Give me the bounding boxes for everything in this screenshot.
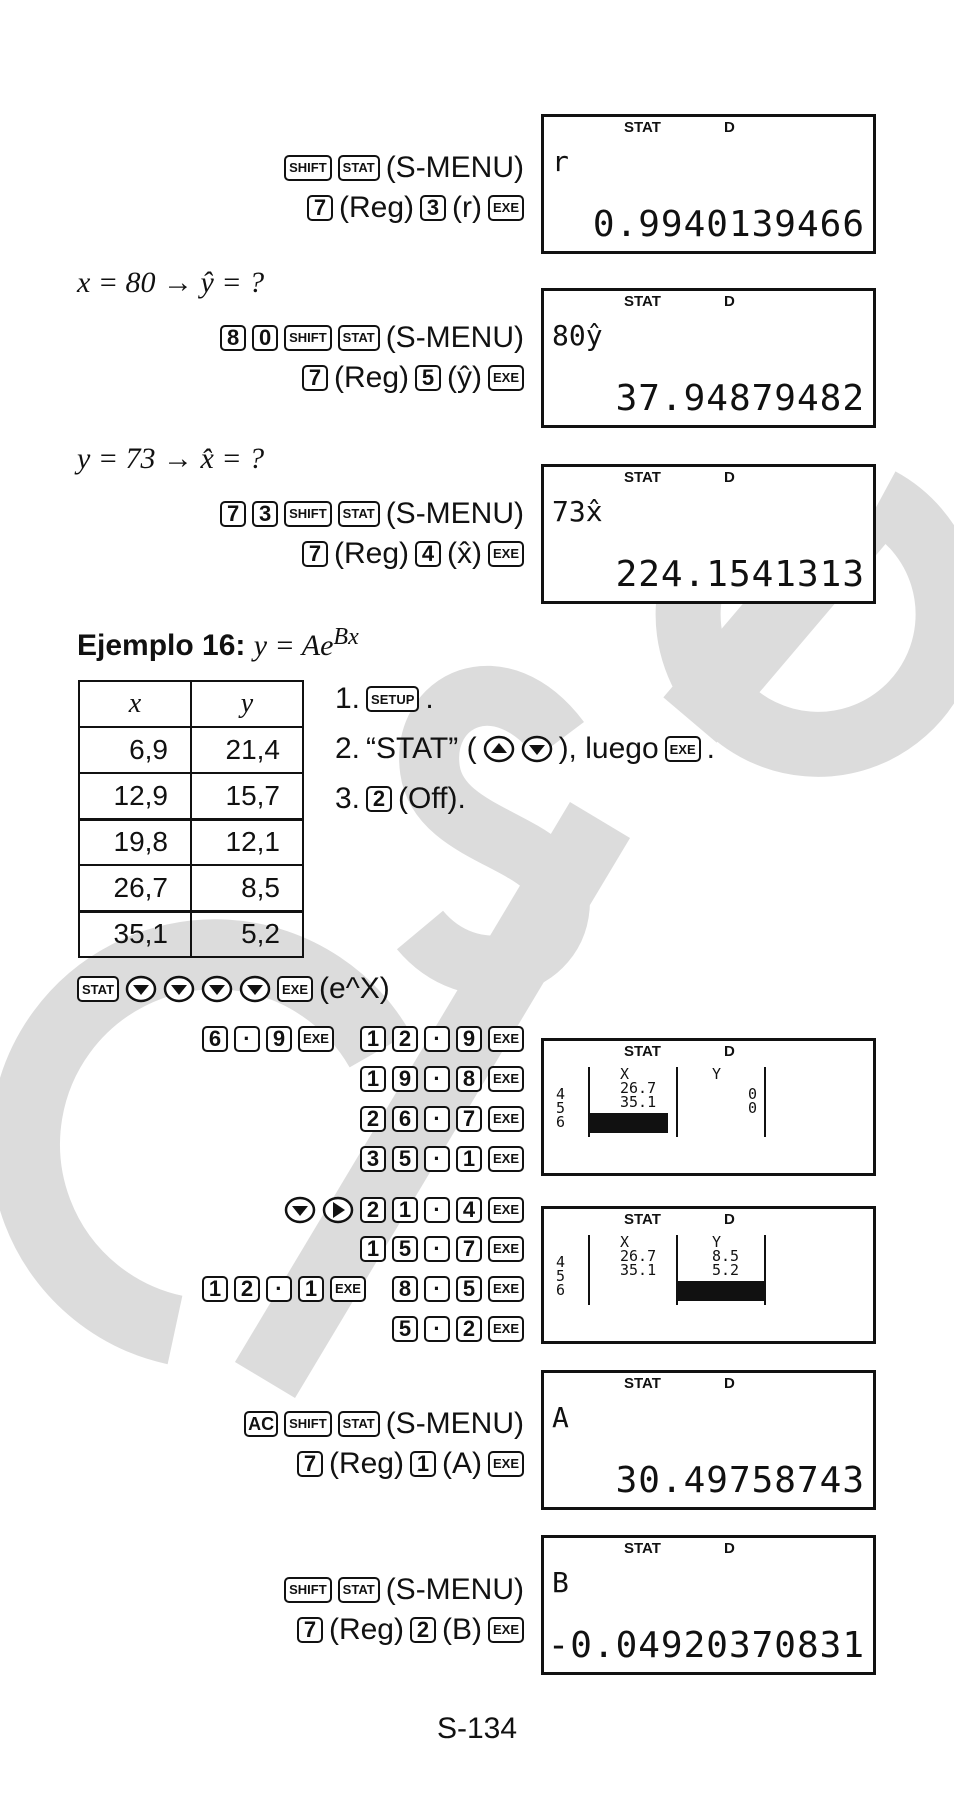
example-heading bbox=[77, 624, 359, 663]
stat-key[interactable]: STAT bbox=[338, 155, 380, 181]
key-8[interactable]: 8 bbox=[456, 1066, 482, 1092]
column-divider bbox=[764, 1235, 766, 1305]
entry-x-line4 bbox=[360, 1146, 524, 1172]
key-7[interactable]: 7 bbox=[302, 365, 328, 391]
selected-cell-cursor bbox=[678, 1281, 764, 1301]
key-2[interactable]: 2 bbox=[234, 1276, 260, 1302]
key-2[interactable]: 2 bbox=[360, 1106, 386, 1132]
y-cell: 5.2 bbox=[712, 1261, 740, 1279]
y-column-header: Y bbox=[712, 1233, 722, 1251]
smenu-label: (S-MENU) bbox=[385, 1573, 524, 1606]
row-numbers bbox=[556, 1255, 565, 1297]
table-cell: 12,1 bbox=[191, 819, 303, 865]
table-cell: 21,4 bbox=[191, 727, 303, 773]
key-5[interactable]: 5 bbox=[392, 1146, 418, 1172]
exe-key[interactable]: EXE bbox=[488, 365, 524, 391]
row-number: 6 bbox=[556, 1113, 566, 1131]
down-arrow-icon[interactable] bbox=[125, 975, 157, 1003]
stat-key[interactable]: STAT bbox=[338, 501, 380, 527]
y-column-header: Y bbox=[712, 1065, 722, 1083]
entry-x-line1 bbox=[202, 1026, 524, 1052]
watermark-letter-c bbox=[25, 954, 380, 1330]
reg-label: (Reg) bbox=[333, 361, 409, 394]
sequence-r-line2 bbox=[307, 188, 524, 228]
key-3[interactable]: 3 bbox=[420, 195, 446, 221]
step-number: 1. bbox=[335, 682, 361, 715]
display-x-table bbox=[541, 1038, 876, 1176]
row-number: 5 bbox=[556, 1099, 566, 1117]
reg-label: (Reg) bbox=[328, 1447, 404, 1480]
page-number: S-134 bbox=[436, 1712, 518, 1745]
sequence-xhat-line2 bbox=[302, 534, 524, 574]
stat-indicator: STAT bbox=[624, 1211, 661, 1228]
key-5[interactable]: 5 bbox=[456, 1276, 482, 1302]
stat-indicator: STAT bbox=[624, 119, 661, 136]
display-expression: 80ŷ bbox=[552, 319, 603, 352]
down-arrow-icon[interactable] bbox=[201, 975, 233, 1003]
key-dot[interactable]: · bbox=[234, 1026, 260, 1052]
column-divider bbox=[764, 1067, 766, 1137]
question-yhat: x = 80 → ŷ = ? bbox=[77, 266, 265, 299]
key-dot[interactable]: · bbox=[424, 1026, 450, 1052]
down-arrow-icon[interactable] bbox=[163, 975, 195, 1003]
table-cell: 15,7 bbox=[191, 773, 303, 819]
stat-key[interactable]: STAT bbox=[338, 325, 380, 351]
exe-key[interactable]: EXE bbox=[665, 736, 701, 762]
key-4[interactable]: 4 bbox=[415, 541, 441, 567]
x-cell: 35.1 bbox=[620, 1093, 657, 1111]
key-2[interactable]: 2 bbox=[366, 786, 392, 812]
period: . bbox=[425, 682, 434, 715]
exe-key[interactable]: EXE bbox=[488, 1316, 524, 1342]
key-9[interactable]: 9 bbox=[456, 1026, 482, 1052]
stat-key[interactable]: STAT bbox=[338, 1577, 380, 1603]
table-cell: 26,7 bbox=[79, 865, 191, 911]
x-column-header: X bbox=[620, 1065, 630, 1083]
display-result: 224.1541313 bbox=[615, 554, 865, 595]
sequence-b-line2 bbox=[297, 1610, 524, 1650]
x-column bbox=[620, 1067, 656, 1109]
key-5[interactable]: 5 bbox=[392, 1236, 418, 1262]
key-1[interactable]: 1 bbox=[410, 1451, 436, 1477]
sequence-xhat-line1 bbox=[220, 494, 524, 534]
key-2[interactable]: 2 bbox=[456, 1316, 482, 1342]
y-column bbox=[748, 1087, 757, 1115]
y-column bbox=[712, 1235, 739, 1277]
example-title: Ejemplo 16: bbox=[77, 629, 246, 662]
table-row bbox=[79, 865, 303, 911]
entry-y-line3 bbox=[202, 1276, 524, 1302]
degree-indicator: D bbox=[724, 1211, 735, 1228]
table-row bbox=[79, 773, 303, 819]
sequence-r-line1 bbox=[284, 148, 524, 188]
key-7[interactable]: 7 bbox=[456, 1106, 482, 1132]
key-7[interactable]: 7 bbox=[297, 1451, 323, 1477]
key-8[interactable]: 8 bbox=[220, 325, 246, 351]
exe-key[interactable]: EXE bbox=[488, 195, 524, 221]
sequence-b-line1 bbox=[284, 1570, 524, 1610]
stat-indicator: STAT bbox=[624, 1375, 661, 1392]
exe-key[interactable]: EXE bbox=[488, 1066, 524, 1092]
display-r bbox=[541, 114, 876, 254]
sequence-yhat-line1 bbox=[220, 318, 524, 358]
key-7[interactable]: 7 bbox=[297, 1617, 323, 1643]
stat-key[interactable]: STAT bbox=[77, 976, 119, 1002]
reg-label: (Reg) bbox=[333, 537, 409, 570]
key-7[interactable]: 7 bbox=[220, 501, 246, 527]
shift-key[interactable]: SHIFT bbox=[284, 325, 332, 351]
exe-key[interactable]: EXE bbox=[488, 1451, 524, 1477]
degree-indicator: D bbox=[724, 1043, 735, 1060]
table-cell: 35,1 bbox=[79, 911, 191, 957]
key-1[interactable]: 1 bbox=[360, 1066, 386, 1092]
example-exponent: Bx bbox=[333, 624, 359, 650]
exe-key[interactable]: EXE bbox=[488, 1276, 524, 1302]
key-dot[interactable]: · bbox=[424, 1106, 450, 1132]
a-label: (A) bbox=[441, 1447, 482, 1480]
y-cell: 0 bbox=[748, 1085, 758, 1103]
key-dot[interactable]: · bbox=[424, 1146, 450, 1172]
display-expression: B bbox=[552, 1566, 569, 1599]
entry-x-line2 bbox=[360, 1066, 524, 1092]
exe-key[interactable]: EXE bbox=[488, 1236, 524, 1262]
key-3[interactable]: 3 bbox=[360, 1146, 386, 1172]
row-number: 5 bbox=[556, 1267, 566, 1285]
smenu-label: (S-MENU) bbox=[385, 151, 524, 184]
key-8[interactable]: 8 bbox=[392, 1276, 418, 1302]
reg-label: (Reg) bbox=[328, 1613, 404, 1646]
shift-key[interactable]: SHIFT bbox=[284, 155, 332, 181]
key-2[interactable]: 2 bbox=[392, 1026, 418, 1052]
x-column bbox=[620, 1235, 656, 1277]
row-number: 6 bbox=[556, 1281, 566, 1299]
stat-indicator: STAT bbox=[624, 1540, 661, 1557]
display-expression: r bbox=[552, 145, 569, 178]
table-cell: 12,9 bbox=[79, 773, 191, 819]
exe-key[interactable]: EXE bbox=[488, 1026, 524, 1052]
row-numbers bbox=[556, 1087, 565, 1129]
key-1[interactable]: 1 bbox=[360, 1026, 386, 1052]
row-number: 4 bbox=[556, 1085, 566, 1103]
question-xhat: y = 73 → x̂ = ? bbox=[77, 442, 265, 475]
table-row bbox=[79, 727, 303, 773]
column-header-y: y bbox=[191, 681, 303, 727]
exe-key[interactable]: EXE bbox=[488, 1617, 524, 1643]
xhat-label: (x̂) bbox=[447, 537, 482, 570]
sequence-a-line1 bbox=[244, 1404, 524, 1444]
stat-quote-label: “STAT” ( bbox=[366, 732, 477, 765]
exe-key[interactable]: EXE bbox=[488, 1197, 524, 1223]
down-arrow-icon[interactable] bbox=[239, 975, 271, 1003]
key-2[interactable]: 2 bbox=[360, 1197, 386, 1223]
step-2 bbox=[335, 732, 715, 766]
key-dot[interactable]: · bbox=[424, 1276, 450, 1302]
key-dot[interactable]: · bbox=[424, 1066, 450, 1092]
exe-key[interactable]: EXE bbox=[488, 541, 524, 567]
key-4[interactable]: 4 bbox=[456, 1197, 482, 1223]
off-label: (Off). bbox=[398, 782, 466, 815]
smenu-label: (S-MENU) bbox=[385, 1407, 524, 1440]
key-1[interactable]: 1 bbox=[456, 1146, 482, 1172]
x-cell: 26.7 bbox=[620, 1079, 657, 1097]
degree-indicator: D bbox=[724, 119, 735, 136]
display-result: 37.94879482 bbox=[615, 378, 865, 419]
table-cell: 6,9 bbox=[79, 727, 191, 773]
entry-y-line1 bbox=[284, 1196, 524, 1224]
degree-indicator: D bbox=[724, 469, 735, 486]
selected-cell-cursor bbox=[590, 1113, 668, 1133]
x-cell: 35.1 bbox=[620, 1261, 657, 1279]
r-label: (r) bbox=[452, 191, 482, 224]
smenu-label: (S-MENU) bbox=[385, 497, 524, 530]
luego-label: ), luego bbox=[558, 732, 659, 765]
ex-label: (e^X) bbox=[319, 972, 390, 1005]
stat-key[interactable]: STAT bbox=[338, 1411, 380, 1437]
column-divider bbox=[588, 1235, 590, 1305]
exe-key[interactable]: EXE bbox=[488, 1106, 524, 1132]
key-1[interactable]: 1 bbox=[392, 1197, 418, 1223]
display-yhat bbox=[541, 288, 876, 428]
exe-key[interactable]: EXE bbox=[298, 1026, 334, 1052]
key-9[interactable]: 9 bbox=[392, 1066, 418, 1092]
display-y-table bbox=[541, 1206, 876, 1344]
sequence-ex bbox=[77, 972, 390, 1006]
table-header-row bbox=[79, 681, 303, 727]
key-6[interactable]: 6 bbox=[202, 1026, 228, 1052]
stat-indicator: STAT bbox=[624, 469, 661, 486]
row-number: 4 bbox=[556, 1253, 566, 1271]
table-row bbox=[79, 911, 303, 957]
display-result: 30.49758743 bbox=[615, 1460, 865, 1501]
display-result: 0.9940139466 bbox=[592, 204, 865, 245]
right-arrow-icon[interactable] bbox=[322, 1196, 354, 1224]
key-7[interactable]: 7 bbox=[456, 1236, 482, 1262]
sequence-yhat-line2 bbox=[302, 358, 524, 398]
key-7[interactable]: 7 bbox=[307, 195, 333, 221]
reg-label: (Reg) bbox=[338, 191, 414, 224]
step-number: 3. bbox=[335, 782, 361, 815]
down-arrow-icon[interactable] bbox=[284, 1196, 316, 1224]
key-1[interactable]: 1 bbox=[202, 1276, 228, 1302]
key-7[interactable]: 7 bbox=[302, 541, 328, 567]
display-expression: A bbox=[552, 1401, 569, 1434]
key-dot[interactable]: · bbox=[424, 1236, 450, 1262]
y-cell: 0 bbox=[748, 1099, 758, 1117]
exe-key[interactable]: EXE bbox=[488, 1146, 524, 1172]
smenu-label: (S-MENU) bbox=[385, 321, 524, 354]
display-result: -0.04920370831 bbox=[547, 1625, 865, 1666]
table-cell: 19,8 bbox=[79, 819, 191, 865]
up-arrow-icon[interactable] bbox=[483, 735, 515, 763]
display-b bbox=[541, 1535, 876, 1675]
down-arrow-icon[interactable] bbox=[521, 735, 553, 763]
x-cell: 26.7 bbox=[620, 1247, 657, 1265]
table-cell: 8,5 bbox=[191, 865, 303, 911]
stat-indicator: STAT bbox=[624, 293, 661, 310]
degree-indicator: D bbox=[724, 1540, 735, 1557]
b-label: (B) bbox=[441, 1613, 482, 1646]
table-cell: 5,2 bbox=[191, 911, 303, 957]
degree-indicator: D bbox=[724, 1375, 735, 1392]
step-1 bbox=[335, 682, 434, 716]
key-5[interactable]: 5 bbox=[392, 1316, 418, 1342]
display-expression: 73x̂ bbox=[552, 495, 603, 528]
column-header-x: x bbox=[79, 681, 191, 727]
period: . bbox=[706, 732, 715, 765]
key-6[interactable]: 6 bbox=[392, 1106, 418, 1132]
data-table bbox=[78, 680, 304, 958]
stat-indicator: STAT bbox=[624, 1043, 661, 1060]
sequence-a-line2 bbox=[297, 1444, 524, 1484]
key-5[interactable]: 5 bbox=[415, 365, 441, 391]
y-cell: 8.5 bbox=[712, 1247, 740, 1265]
key-1[interactable]: 1 bbox=[298, 1276, 324, 1302]
table-row bbox=[79, 819, 303, 865]
entry-y-line2 bbox=[360, 1236, 524, 1262]
display-a bbox=[541, 1370, 876, 1510]
exe-key[interactable]: EXE bbox=[330, 1276, 366, 1302]
setup-key[interactable]: SETUP bbox=[366, 686, 419, 712]
entry-y-line4 bbox=[392, 1316, 524, 1342]
exe-key[interactable]: EXE bbox=[277, 976, 313, 1002]
key-1[interactable]: 1 bbox=[360, 1236, 386, 1262]
step-3 bbox=[335, 782, 466, 816]
key-dot[interactable]: · bbox=[424, 1316, 450, 1342]
degree-indicator: D bbox=[724, 293, 735, 310]
key-3[interactable]: 3 bbox=[252, 501, 278, 527]
column-divider bbox=[676, 1067, 678, 1137]
step-number: 2. bbox=[335, 732, 361, 765]
shift-key[interactable]: SHIFT bbox=[284, 1411, 332, 1437]
display-xhat bbox=[541, 464, 876, 604]
yhat-label: (ŷ) bbox=[447, 361, 482, 394]
example-formula: y = Ae bbox=[253, 629, 334, 662]
key-dot[interactable]: · bbox=[424, 1197, 450, 1223]
key-dot[interactable]: · bbox=[266, 1276, 292, 1302]
entry-x-line3 bbox=[360, 1106, 524, 1132]
shift-key[interactable]: SHIFT bbox=[284, 1577, 332, 1603]
x-column-header: X bbox=[620, 1233, 630, 1251]
shift-key[interactable]: SHIFT bbox=[284, 501, 332, 527]
key-0[interactable]: 0 bbox=[252, 325, 278, 351]
key-9[interactable]: 9 bbox=[266, 1026, 292, 1052]
ac-key[interactable]: AC bbox=[244, 1411, 278, 1437]
key-2[interactable]: 2 bbox=[410, 1617, 436, 1643]
